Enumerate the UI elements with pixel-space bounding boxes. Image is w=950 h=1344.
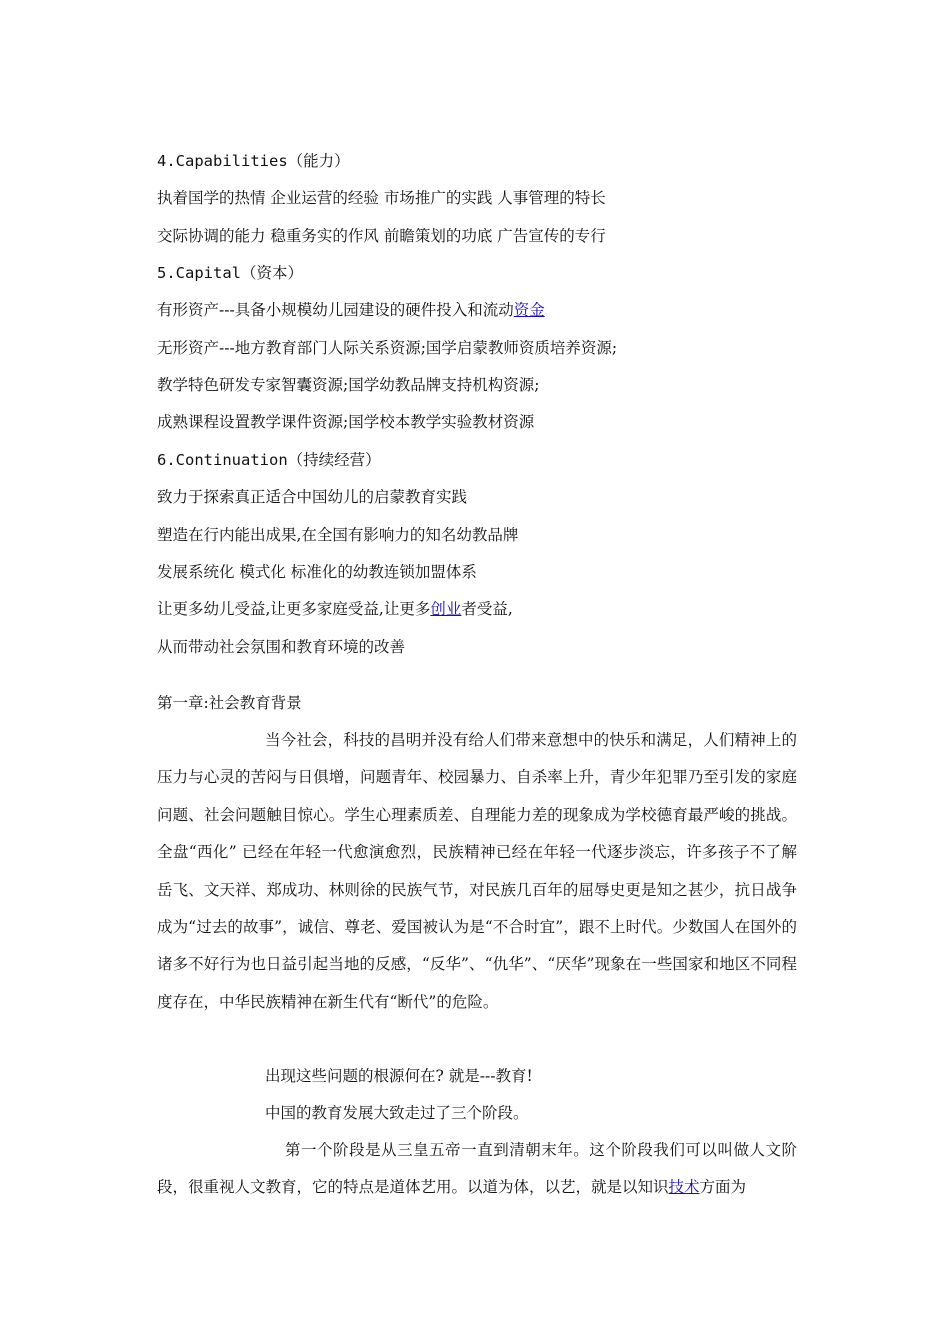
capital-intangible-line-3: 成熟课程设置教学课件资源;国学校本教学实验教材资源 [157, 413, 535, 431]
continuation-line-4-prefix: 让更多幼儿受益,让更多家庭受益,让更多 [157, 600, 431, 618]
capabilities-line-1: 执着国学的热情 企业运营的经验 市场推广的实践 人事管理的特长 [157, 189, 606, 207]
chapter-1-title: 第一章:社会教育背景 [157, 694, 302, 712]
capital-intangible-line-2: 教学特色研发专家智囊资源;国学幼教品牌支持机构资源; [157, 376, 540, 394]
stage-1-paragraph [157, 1132, 797, 1207]
continuation-line-5: 从而带动社会氛围和教育环境的改善 [157, 638, 406, 656]
entrepreneurship-link[interactable]: 创业 [430, 600, 462, 618]
education-stages-intro: 中国的教育发展大致走过了三个阶段。 [265, 1104, 529, 1122]
continuation-line-3: 发展系统化 模式化 标准化的幼教连锁加盟体系 [157, 563, 477, 581]
continuation-line-2: 塑造在行内能出成果,在全国有影响力的知名幼教品牌 [157, 526, 519, 544]
capital-tangible-line [157, 300, 545, 320]
continuation-line-4 [157, 599, 513, 619]
chapter-1-paragraph-1: 当今社会，科技的昌明并没有给人们带来意想中的快乐和满足，人们精神上的压力与心灵的苦闷与日俱增，问题青年、校园暴力、自杀率上升，青少年犯罪乃至引发的家庭问题、社会问题触目惊心。学生心理素质差、自理能力差的现象成为学校德育最严峻的挑战。全盘“西化” 已经在年轻一代愈演愈烈，民族精神已经在年轻一代逐步淡忘，许多孩子不了解岳飞、文天祥、郑成功、林则徐的民族气节，对民族几百年的屈辱史更是知之甚少，抗日战争成为“过去的故事”，诚信、尊老、爱国被认为是“不合时宜”，跟不上时代。少数国人在国外的诸多不好行为也日益引起当地的反感，“反华”、“仇华”、“厌华”现象在一些国家和地区不同程度存在，中华民族精神在新生代有“断代”的危险。 [157, 731, 797, 1011]
stage-1-text: 第一个阶段是从三皇五帝一直到清朝末年。这个阶段我们可以叫做人文阶段，很重视人文教育，它的特点是道体艺用。以道为体，以艺，就是以知识 [157, 1141, 797, 1197]
funds-link[interactable]: 资金 [513, 301, 545, 319]
continuation-heading: 6.Continuation（持续经营） [157, 451, 381, 469]
root-cause-question: 出现这些问题的根源何在? 就是---教育! [265, 1067, 533, 1085]
capabilities-line-2: 交际协调的能力 稳重务实的作风 前瞻策划的功底 广告宣传的专行 [157, 227, 606, 245]
technology-link[interactable]: 技术 [668, 1178, 700, 1197]
capital-tangible-text: 有形资产---具备小规模幼儿园建设的硬件投入和流动 [157, 301, 514, 319]
capabilities-heading: 4.Capabilities（能力） [157, 152, 350, 170]
continuation-line-4-suffix: 者受益, [461, 600, 513, 618]
capital-heading: 5.Capital（资本） [157, 264, 303, 282]
capital-intangible-line-1: 无形资产---地方教育部门人际关系资源;国学启蒙教师资质培养资源; [157, 339, 618, 357]
continuation-line-1: 致力于探索真正适合中国幼儿的启蒙教育实践 [157, 488, 468, 506]
stage-1-suffix: 方面为 [699, 1178, 747, 1197]
